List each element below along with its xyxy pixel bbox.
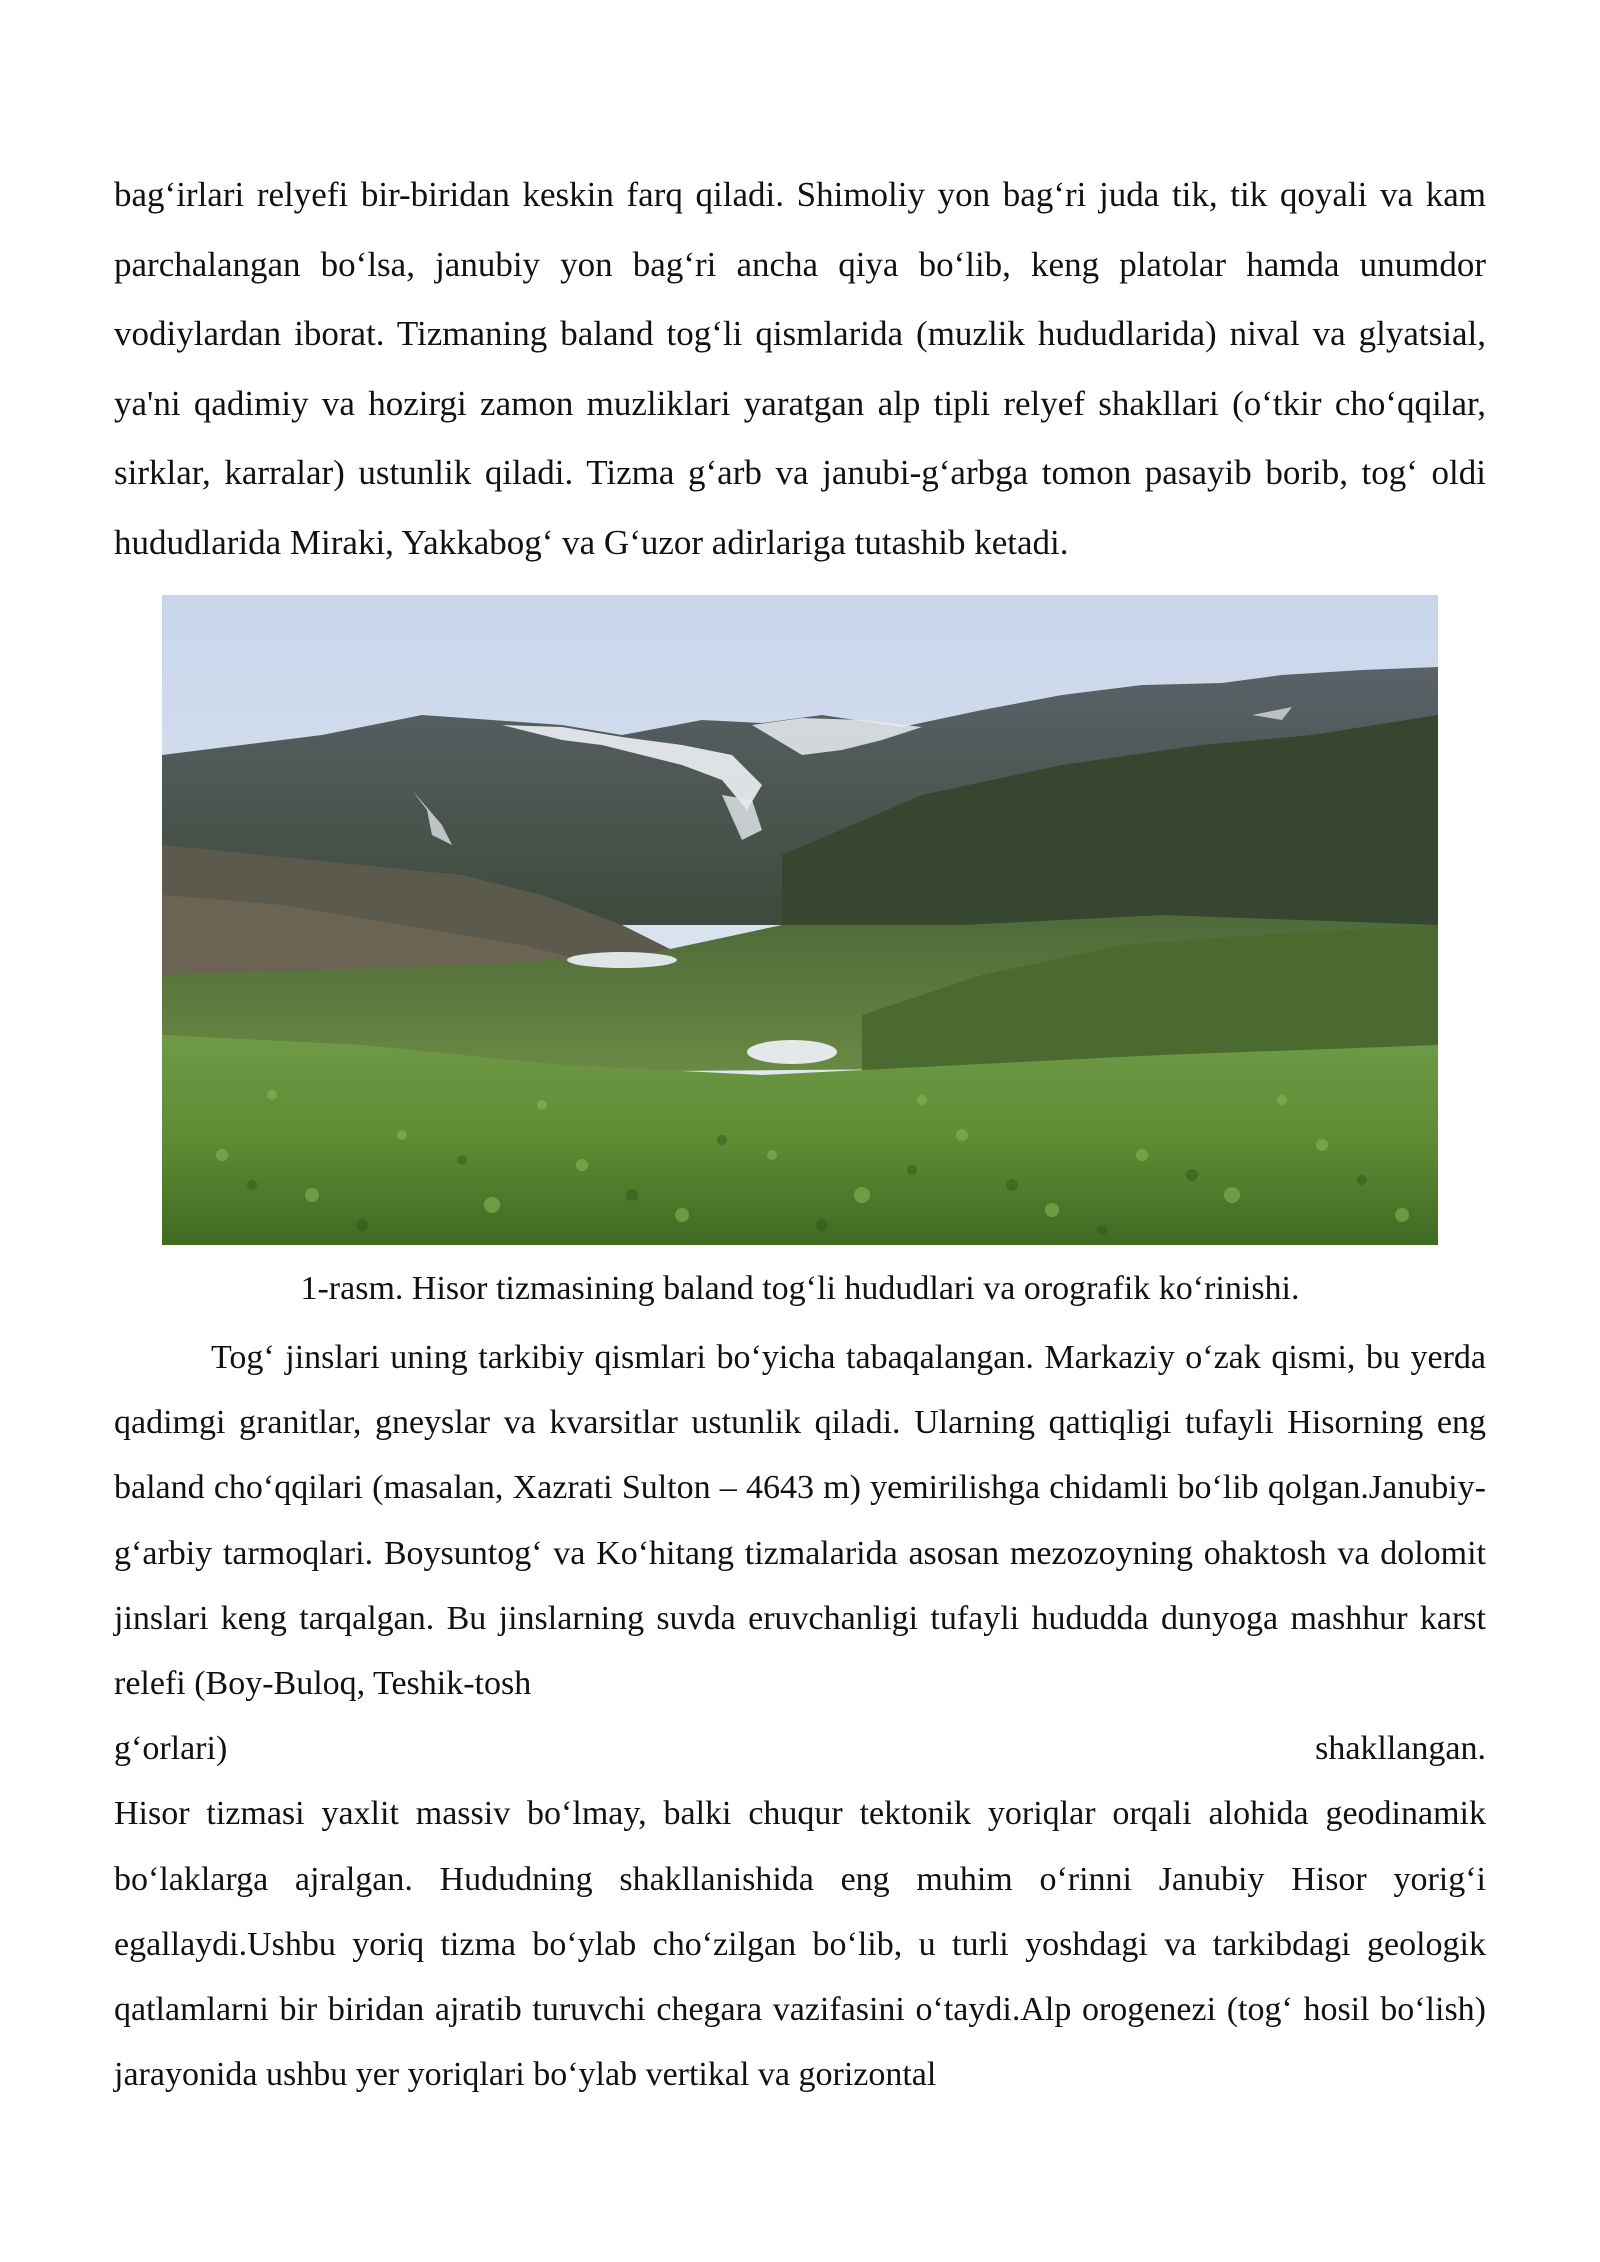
- mountain-photo: [162, 595, 1438, 1245]
- figure-caption: 1-rasm. Hisor tizmasining baland tog‘li hududlari va orografik ko‘rinishi.: [300, 1270, 1300, 1307]
- paragraph-2-last-line: [114, 1716, 1486, 1781]
- paragraph-2-tail-left: g‘orlari): [114, 1730, 228, 1768]
- paragraph-2-tail-right: shakllangan.: [1315, 1730, 1486, 1768]
- document-page: [114, 160, 1486, 2107]
- mountain-landscape-image: [162, 595, 1438, 1245]
- paragraph-2: Tog‘ jinslari uning tarkibiy qismlari bo‘yicha tabaqalangan. Markaziy o‘zak qismi, bu yerda qadimgi granitlar, gneyslar va kvarsitlar ustunlik qiladi. Ularning qattiqligi tufayli Hisorning eng baland cho‘qqilari (masalan, Xazrati Sulton – 4643 m) yemirilishga chidamli bo‘lib qolgan.Janubiy-g‘arbiy tarmoqlari. Boysuntog‘ va Ko‘hitang tizmalarida asosan mezozoyning ohaktosh va dolomit jinslari keng tarqalgan. Bu jinslarning suvda eruvchanligi tufayli hududda dunyoga mashhur karst relefi (Boy-Buloq, Teshik-tosh: [114, 1339, 1486, 1703]
- paragraph-3: Hisor tizmasi yaxlit massiv bo‘lmay, balki chuqur tektonik yoriqlar orqali alohida geodinamik bo‘laklarga ajralgan. Hududning shakllanishida eng muhim o‘rinni Janubiy Hisor yorig‘i egallaydi.Ushbu yoriq tizma bo‘ylab cho‘zilgan bo‘lib, u turli yoshdagi va tarkibdagi geologik qatlamlarni bir biridan ajratib turuvchi chegara vazifasini o‘taydi.Alp orogenezi (tog‘ hosil bo‘lish) jarayonida ushbu yer yoriqlari bo‘ylab vertikal va gorizontal: [114, 1795, 1486, 2094]
- paragraph-1: bag‘irlari relyefi bir-biridan keskin farq qiladi. Shimoliy yon bag‘ri juda tik, tik qoyali va kam parchalangan bo‘lsa, janubiy yon bag‘ri ancha qiya bo‘lib, keng platolar hamda unumdor vodiylardan iborat. Tizmaning baland tog‘li qismlarida (muzlik hududlarida) nival va glyatsial, ya'ni qadimiy va hozirgi zamon muzliklari yaratgan alp tipli relyef shakllari (o‘tkir cho‘qqilar, sirklar, karralar) ustunlik qiladi. Tizma g‘arb va janubi-g‘arbga tomon pasayib borib, tog‘ oldi hududlarida Miraki, Yakkabog‘ va G‘uzor adirlariga tutashib ketadi.: [114, 175, 1486, 562]
